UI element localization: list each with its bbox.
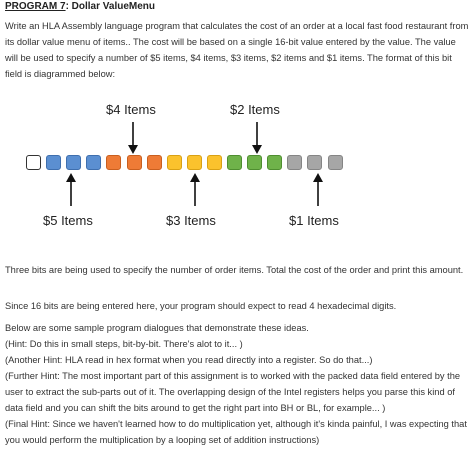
further-hint-line: (Further Hint: The most important part of this assignment is to worked with the packed data field entered by the user to extract the sub-parts out of it. The overlapping design of the Intel registers helps you parse this kind of data field and you can shift the bits around to get the right part into BH or BL, for example... )	[5, 371, 461, 413]
bit-cell	[46, 155, 61, 170]
bit-cell	[267, 155, 282, 170]
bit-field-diagram	[5, 92, 469, 242]
label-two-items: $2 Items	[230, 102, 280, 117]
bit-cell	[147, 155, 162, 170]
final-hint-line: (Final Hint: Since we haven't learned how to do multiplication yet, although it's kinda painful, I was expecting that you would perform the multiplication by a looping set of addition instructions)	[5, 419, 467, 445]
hints-block	[5, 320, 469, 448]
bit-cell	[227, 155, 242, 170]
bit-cell	[127, 155, 142, 170]
label-three-items: $3 Items	[166, 213, 216, 228]
label-four-items: $4 Items	[106, 102, 156, 117]
arrow-up-icon	[189, 172, 201, 206]
hint-line: (Hint: Do this in small steps, bit-by-bit. There's alot to it... )	[5, 339, 243, 349]
bit-cell	[207, 155, 222, 170]
program-title	[5, 1, 155, 13]
bit-cell	[328, 155, 343, 170]
label-five-items: $5 Items	[43, 213, 93, 228]
bit-cell	[106, 155, 121, 170]
arrow-up-icon	[312, 172, 324, 206]
sample-intro-line: Below are some sample program dialogues that demonstrate these ideas.	[5, 323, 309, 333]
label-one-items: $1 Items	[289, 213, 339, 228]
bit-cell	[86, 155, 101, 170]
bit-cell	[307, 155, 322, 170]
bits-paragraph: Three bits are being used to specify the number of order items. Total the cost of the order and print this amount.	[5, 265, 464, 275]
intro-paragraph: Write an HLA Assembly language program that calculates the cost of an order at a local fast food restaurant from its dollar value menu of items.. The cost will be based on a single 16-bit value entered by the value. The value will be used to specify a number of $5 items, $4 items, $3 items, $2 items and $1 items. The format of this bit field is diagrammed below:	[5, 21, 469, 79]
another-hint-line: (Another Hint: HLA read in hex format when you read directly into a register. So do that...)	[5, 355, 373, 365]
program-name: : Dollar ValueMenu	[65, 1, 156, 12]
bit-cell	[66, 155, 81, 170]
arrow-down-icon	[127, 122, 139, 155]
bit-cell	[167, 155, 182, 170]
bit-cell	[26, 155, 41, 170]
arrow-up-icon	[65, 172, 77, 206]
bit-cell	[287, 155, 302, 170]
bit-cell	[187, 155, 202, 170]
bit-cell	[247, 155, 262, 170]
hex-paragraph: Since 16 bits are being entered here, your program should expect to read 4 hexadecimal digits.	[5, 301, 397, 311]
program-label: PROGRAM 7	[5, 1, 66, 12]
arrow-down-icon	[251, 122, 263, 155]
